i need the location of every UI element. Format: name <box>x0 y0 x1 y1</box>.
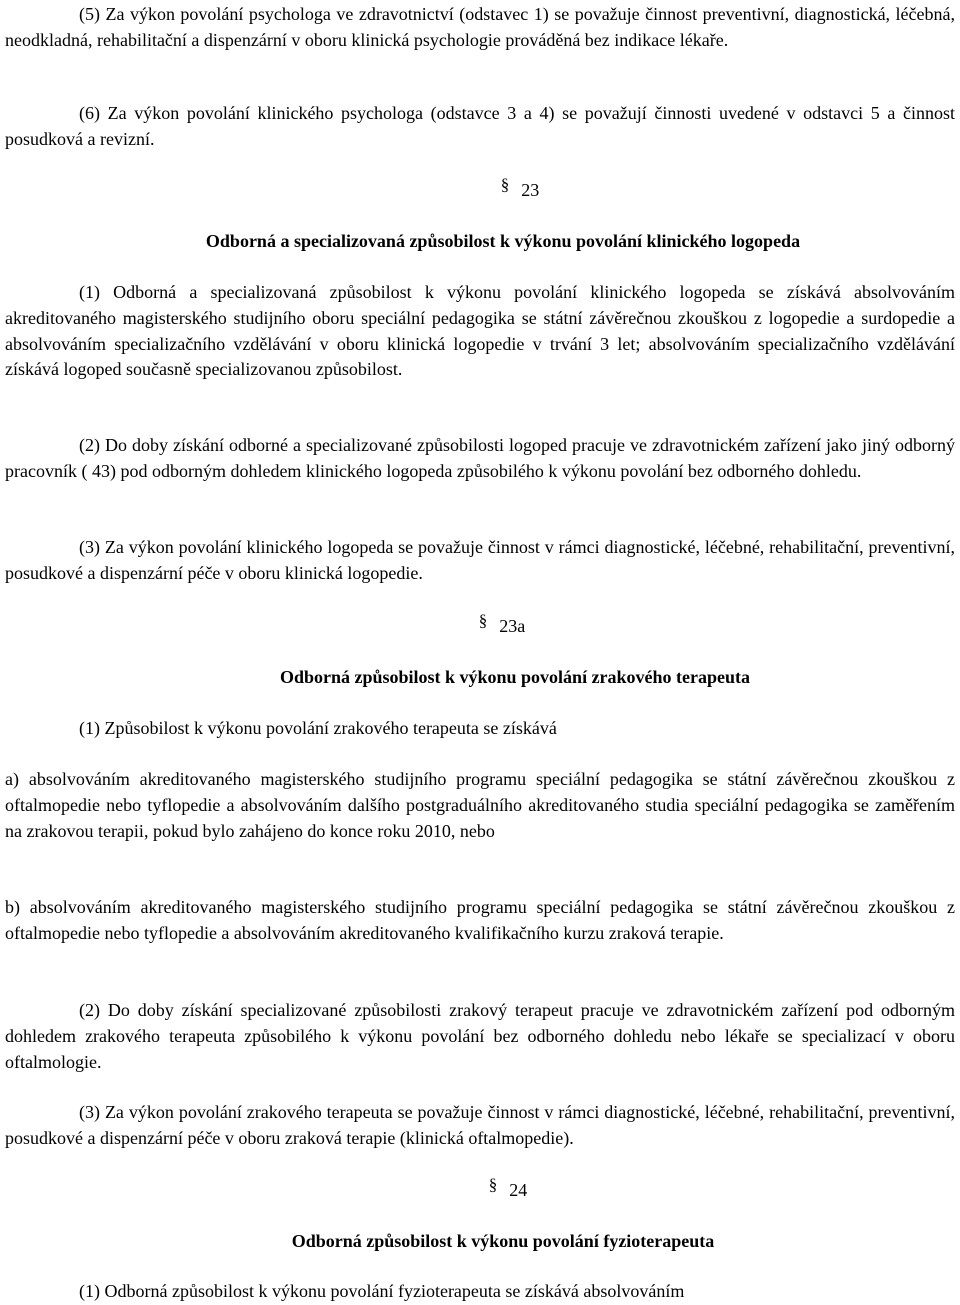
section-23-paragraph-2: (2) Do doby získání odborné a specializované způsobilosti logoped pracuje ve zdravotnickém zařízení jako jiný odborný pracovník ( 43) pod odborným dohledem klinického logopeda způsobilého k výkonu povolání bez odborného dohledu. <box>5 435 955 481</box>
section-number: 23 <box>521 180 540 200</box>
section-24-paragraph-1: (1) Odborná způsobilost k výkonu povolání fyzioterapeuta se získává absolvováním <box>79 1281 685 1301</box>
section-23-paragraph-3: (3) Za výkon povolání klinického logopeda se považuje činnost v rámci diagnostické, léčebné, rehabilitační, preventivní, posudkové a dispenzární péče v oboru klinická logopedie. <box>5 537 955 583</box>
section-23a-paragraph-1: (1) Způsobilost k výkonu povolání zrakového terapeuta se získává <box>79 718 557 738</box>
section-24-title: Odborná způsobilost k výkonu povolání fyzioterapeuta <box>291 1231 715 1251</box>
section-23a-item-a: a) absolvováním akreditovaného magisterského studijního programu speciální pedagogika se státní závěrečnou zkouškou z oftalmopedie nebo tyflopedie a absolvováním dalšího postgraduálního akreditovaného studia speciální pedagogika se zaměřením na zrakovou terapii, pokud bylo zahájeno do konce roku 2010, nebo <box>5 769 955 841</box>
section-23-title: Odborná a specializovaná způsobilost k výkonu povolání klinického logopeda <box>205 231 801 251</box>
section-23-paragraph-1: (1) Odborná a specializovaná způsobilost k výkonu povolání klinického logopeda se získává absolvováním akreditovaného magisterského studijního oboru speciální pedagogika se státní závěrečnou zkouškou z logopedie a surdopedie a absolvováním specializačního vzdělávání v oboru klinická logopedie v trvání 3 let; absolvováním specializačního vzdělávání získává logoped současně specializovanou způsobilost. <box>5 282 955 380</box>
section-24-number <box>33 1175 960 1204</box>
section-23a-item-b: b) absolvováním akreditovaného magisterského studijního programu speciální pedagogika se státní závěrečnou zkouškou z oftalmopedie nebo tyflopedie a absolvováním akreditovaného kvalifikačního kurzu zraková terapie. <box>5 897 955 943</box>
section-23a-paragraph-3: (3) Za výkon povolání zrakového terapeuta se považuje činnost v rámci diagnostické, léčebné, rehabilitační, preventivní, posudkové a dispenzární péče v oboru zraková terapie (klinická oftalmopedie). <box>5 1102 955 1148</box>
section-23a-number <box>27 611 960 640</box>
section-mark: § <box>488 1175 498 1194</box>
paragraph-6: (6) Za výkon povolání klinického psychologa (odstavce 3 a 4) se považují činnosti uvedené v odstavci 5 a činnost posudková a revizní. <box>5 103 955 149</box>
section-mark: § <box>500 175 510 194</box>
section-number: 23a <box>499 616 526 636</box>
section-23-number <box>45 175 960 204</box>
paragraph-5: (5) Za výkon povolání psychologa ve zdravotnictví (odstavec 1) se považuje činnost preventivní, diagnostická, léčebná, neodkladná, rehabilitační a dispenzární v oboru klinická psychologie prováděná bez indikace lékaře. <box>5 4 955 50</box>
section-number: 24 <box>509 1180 528 1200</box>
section-mark: § <box>478 611 488 630</box>
section-23a-title: Odborná způsobilost k výkonu povolání zrakového terapeuta <box>279 667 751 687</box>
section-23a-paragraph-2: (2) Do doby získání specializované způsobilosti zrakový terapeut pracuje ve zdravotnickém zařízení pod odborným dohledem zrakového terapeuta způsobilého k výkonu povolání bez odborného dohledu nebo lékaře se specializací v oboru oftalmologie. <box>5 1000 955 1072</box>
